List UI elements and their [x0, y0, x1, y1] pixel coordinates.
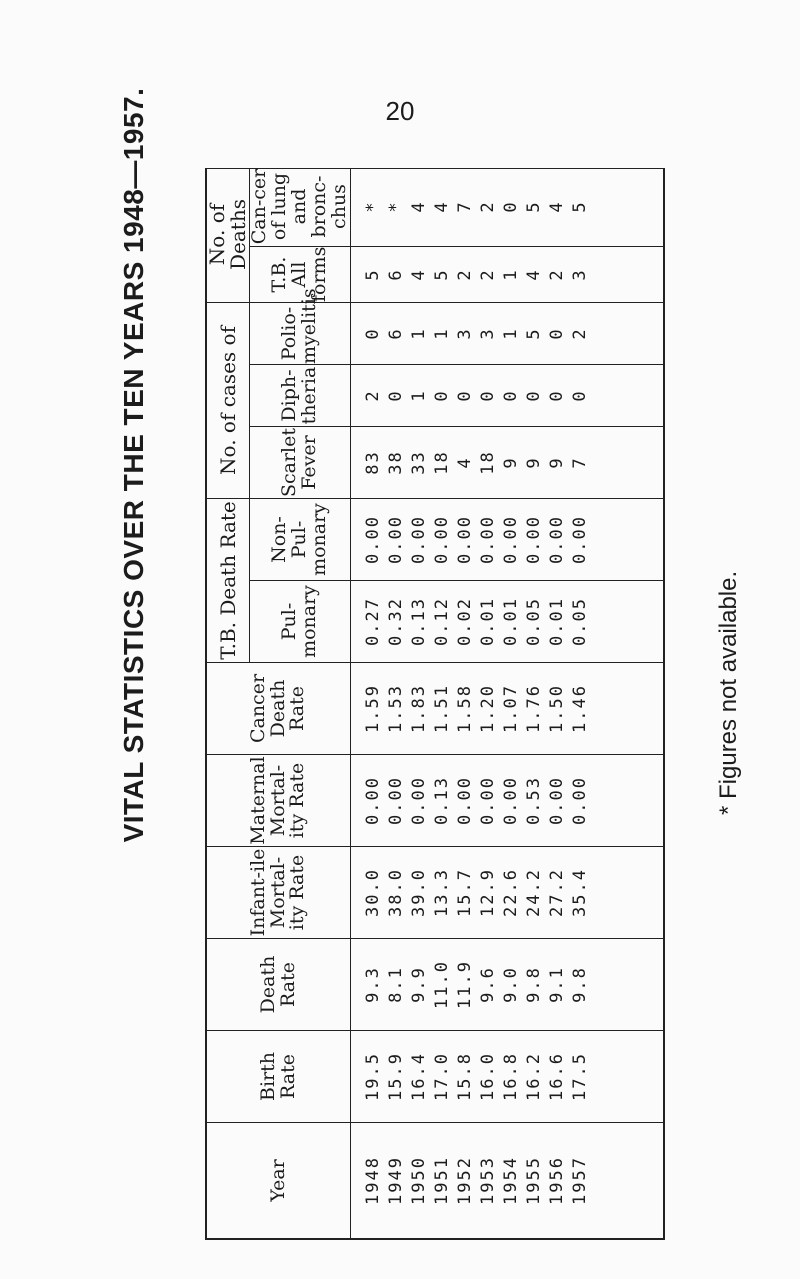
cell-birth: 17.0 [432, 1052, 452, 1101]
cell-tb_non: 0.00 [570, 515, 590, 564]
cell-tb_all: 6 [386, 268, 406, 281]
column-tb-all-forms [351, 247, 664, 303]
cell-tb_all: 2 [547, 268, 567, 281]
cell-year: 1951 [432, 1156, 452, 1205]
cell-birth: 15.8 [455, 1052, 475, 1101]
cell-death: 9.8 [524, 966, 544, 1003]
header-scarlet-fever: Scarlet Fever [250, 427, 351, 499]
cell-year: 1956 [547, 1156, 567, 1205]
column-poliomyelitis [351, 303, 664, 365]
column-death-rate [351, 939, 664, 1031]
cell-cancer: 1.83 [409, 684, 429, 733]
cell-diph: 0 [570, 389, 590, 402]
cell-diph: 1 [409, 389, 429, 402]
cell-scarlet: 18 [478, 450, 498, 475]
cell-tb_all: 4 [409, 268, 429, 281]
cell-diph: 0 [524, 389, 544, 402]
data-body-row [351, 168, 664, 1239]
header-birth-rate: Birth Rate [207, 1031, 351, 1123]
column-cancer-death-rate [351, 663, 664, 755]
cell-tb_pul: 0.01 [547, 597, 567, 646]
cell-lung: 5 [570, 200, 590, 213]
cell-polio: 2 [570, 327, 590, 340]
cell-tb_pul: 0.12 [432, 597, 452, 646]
cell-year: 1953 [478, 1156, 498, 1205]
cell-polio: 0 [547, 327, 567, 340]
cell-infant: 22.6 [501, 868, 521, 917]
column-tb-pulmonary [351, 581, 664, 663]
cell-diph: 0 [501, 389, 521, 402]
cell-lung: * [386, 200, 406, 213]
vital-statistics-table-region [205, 168, 665, 1240]
cell-lung: 0 [501, 200, 521, 213]
column-infantile-mortality [351, 847, 664, 939]
cell-death: 9.1 [547, 966, 567, 1003]
cell-tb_all: 4 [524, 268, 544, 281]
cell-infant: 39.0 [409, 868, 429, 917]
cell-cancer: 1.50 [547, 684, 567, 733]
header-deaths: No. of Deaths [207, 168, 250, 303]
cell-infant: 13.3 [432, 868, 452, 917]
cell-death: 9.9 [409, 966, 429, 1003]
cell-maternal: 0.13 [432, 776, 452, 825]
cell-polio: 1 [432, 327, 452, 340]
cell-scarlet: 83 [363, 450, 383, 475]
cell-birth: 16.2 [524, 1052, 544, 1101]
cell-maternal: 0.00 [455, 776, 475, 825]
cell-polio: 0 [363, 327, 383, 340]
column-birth-rate [351, 1031, 664, 1123]
cell-scarlet: 33 [409, 450, 429, 475]
cell-cancer: 1.59 [363, 684, 383, 733]
cell-birth: 17.5 [570, 1052, 590, 1101]
column-scarlet-fever [351, 427, 664, 499]
cell-maternal: 0.00 [409, 776, 429, 825]
cell-birth: 15.9 [386, 1052, 406, 1101]
cell-cancer: 1.51 [432, 684, 452, 733]
cell-birth: 16.6 [547, 1052, 567, 1101]
cell-lung: 4 [432, 200, 452, 213]
cell-scarlet: 9 [501, 456, 521, 469]
cell-tb_pul: 0.13 [409, 597, 429, 646]
cell-infant: 24.2 [524, 868, 544, 917]
cell-polio: 5 [524, 327, 544, 340]
cell-polio: 3 [455, 327, 475, 340]
cell-polio: 3 [478, 327, 498, 340]
header-tb-death-rate: T.B. Death Rate [207, 499, 250, 663]
cell-year: 1954 [501, 1156, 521, 1205]
cell-infant: 30.0 [363, 868, 383, 917]
cell-death: 9.8 [570, 966, 590, 1003]
cell-cancer: 1.53 [386, 684, 406, 733]
header-cancer-death-rate: Cancer Death Rate [207, 663, 351, 755]
cell-cancer: 1.58 [455, 684, 475, 733]
header-cases-of: No. of cases of [207, 303, 250, 499]
cell-death: 11.0 [432, 960, 452, 1009]
cell-tb_pul: 0.01 [478, 597, 498, 646]
cell-cancer: 1.07 [501, 684, 521, 733]
cell-birth: 16.4 [409, 1052, 429, 1101]
header-infantile-mortality: Infant-ile Mortal-ity Rate [207, 847, 351, 939]
cell-death: 11.9 [455, 960, 475, 1009]
cell-tb_all: 5 [432, 268, 452, 281]
cell-year: 1948 [363, 1156, 383, 1205]
cell-maternal: 0.00 [478, 776, 498, 825]
cell-cancer: 1.20 [478, 684, 498, 733]
cell-year: 1957 [570, 1156, 590, 1205]
cell-lung: * [363, 200, 383, 213]
cell-lung: 4 [547, 200, 567, 213]
column-tb-non-pulmonary [351, 499, 664, 581]
cell-maternal: 0.00 [570, 776, 590, 825]
cell-year: 1950 [409, 1156, 429, 1205]
cell-cancer: 1.76 [524, 684, 544, 733]
cell-cancer: 1.46 [570, 684, 590, 733]
cell-diph: 2 [363, 389, 383, 402]
cell-scarlet: 38 [386, 450, 406, 475]
cell-diph: 0 [547, 389, 567, 402]
cell-tb_all: 5 [363, 268, 383, 281]
cell-infant: 38.0 [386, 868, 406, 917]
cell-tb_pul: 0.32 [386, 597, 406, 646]
footnote: * Figures not available. [715, 570, 742, 815]
header-death-rate: Death Rate [207, 939, 351, 1031]
cell-death: 9.0 [501, 966, 521, 1003]
cell-tb_pul: 0.05 [570, 597, 590, 646]
cell-tb_all: 2 [455, 268, 475, 281]
cell-infant: 27.2 [547, 868, 567, 917]
cell-tb_non: 0.00 [501, 515, 521, 564]
cell-tb_pul: 0.05 [524, 597, 544, 646]
cell-infant: 35.4 [570, 868, 590, 917]
cell-lung: 5 [524, 200, 544, 213]
header-poliomyelitis: Polio-myelitis [250, 303, 351, 365]
cell-tb_non: 0.00 [455, 515, 475, 564]
cell-tb_non: 0.00 [363, 515, 383, 564]
cell-year: 1949 [386, 1156, 406, 1205]
cell-scarlet: 9 [547, 456, 567, 469]
cell-tb_pul: 0.02 [455, 597, 475, 646]
cell-polio: 6 [386, 327, 406, 340]
cell-year: 1955 [524, 1156, 544, 1205]
cell-tb_non: 0.00 [524, 515, 544, 564]
cell-birth: 19.5 [363, 1052, 383, 1101]
cell-maternal: 0.53 [524, 776, 544, 825]
cell-maternal: 0.00 [547, 776, 567, 825]
cell-tb_non: 0.00 [432, 515, 452, 564]
cell-tb_non: 0.00 [386, 515, 406, 564]
cell-diph: 0 [386, 389, 406, 402]
cell-polio: 1 [501, 327, 521, 340]
cell-birth: 16.0 [478, 1052, 498, 1101]
header-diphtheria: Diph-theria [250, 365, 351, 427]
page-number: 20 [385, 96, 415, 126]
cell-diph: 0 [478, 389, 498, 402]
cell-tb_all: 1 [501, 268, 521, 281]
header-tb-non-pulmonary: Non-Pul-monary [250, 499, 351, 581]
cell-tb_non: 0.00 [478, 515, 498, 564]
cell-polio: 1 [409, 327, 429, 340]
cell-scarlet: 4 [455, 456, 475, 469]
cell-death: 8.1 [386, 966, 406, 1003]
cell-diph: 0 [455, 389, 475, 402]
cell-tb_pul: 0.01 [501, 597, 521, 646]
cell-tb_pul: 0.27 [363, 597, 383, 646]
header-cancer-of-lung: Can-cer of lung and bronc-chus [250, 168, 351, 247]
column-maternal-mortality [351, 755, 664, 847]
cell-maternal: 0.00 [501, 776, 521, 825]
cell-lung: 4 [409, 200, 429, 213]
cell-scarlet: 9 [524, 456, 544, 469]
cell-tb_all: 3 [570, 268, 590, 281]
cell-infant: 12.9 [478, 868, 498, 917]
header-tb-all-forms: T.B. All forms [250, 247, 351, 303]
column-year [351, 1123, 664, 1239]
cell-infant: 15.7 [455, 868, 475, 917]
cell-diph: 0 [432, 389, 452, 402]
column-diphtheria [351, 365, 664, 427]
cell-death: 9.6 [478, 966, 498, 1003]
cell-scarlet: 7 [570, 456, 590, 469]
cell-tb_all: 2 [478, 268, 498, 281]
header-tb-pulmonary: Pul-monary [250, 581, 351, 663]
header-year: Year [207, 1123, 351, 1239]
table-title: VITAL STATISTICS OVER THE TEN YEARS 1948—1957. [118, 87, 149, 843]
cell-year: 1952 [455, 1156, 475, 1205]
cell-lung: 7 [455, 200, 475, 213]
cell-lung: 2 [478, 200, 498, 213]
cell-death: 9.3 [363, 966, 383, 1003]
cell-scarlet: 18 [432, 450, 452, 475]
cell-maternal: 0.00 [386, 776, 406, 825]
cell-tb_non: 0.00 [409, 515, 429, 564]
cell-birth: 16.8 [501, 1052, 521, 1101]
cell-tb_non: 0.00 [547, 515, 567, 564]
cell-maternal: 0.00 [363, 776, 383, 825]
header-maternal-mortality: Maternal Mortal-ity Rate [207, 755, 351, 847]
vital-statistics-table [205, 168, 665, 1240]
column-cancer-of-lung [351, 168, 664, 247]
